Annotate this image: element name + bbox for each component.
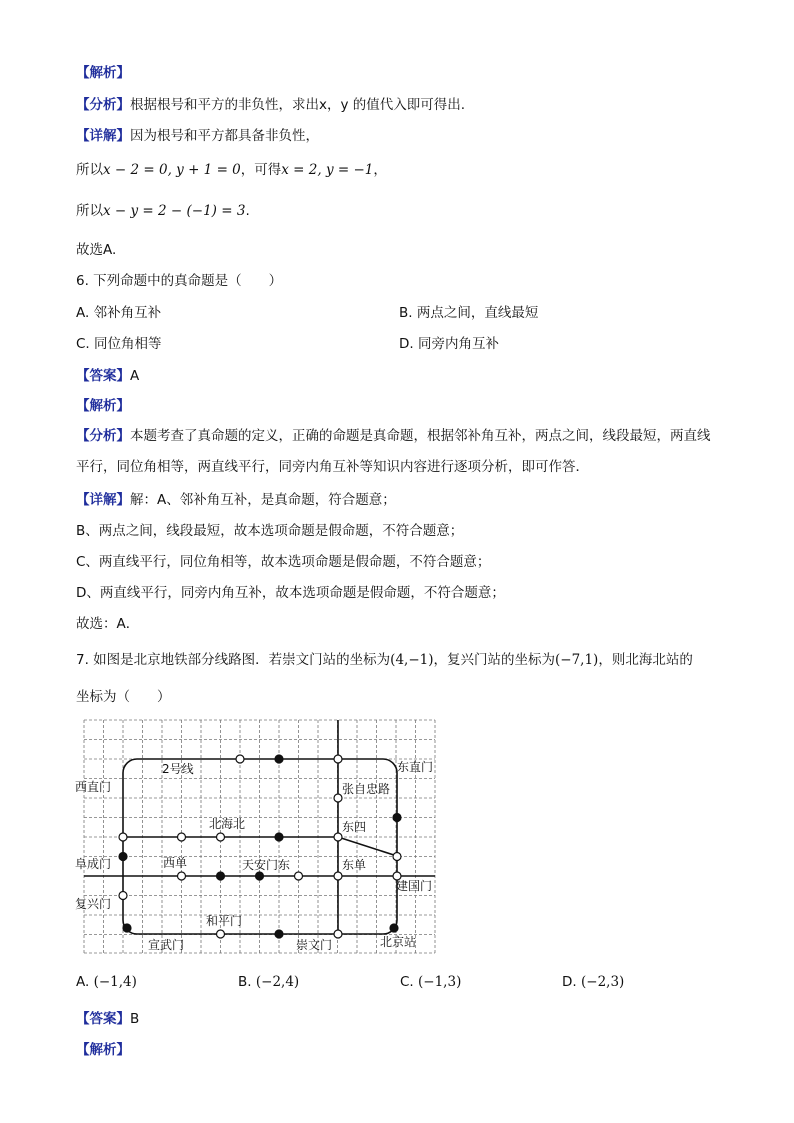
line-diagonal [338, 837, 397, 856]
station-west-119 [119, 833, 127, 841]
station-xidan [178, 872, 186, 880]
label-beihaibei: 北海北 [209, 817, 246, 831]
label-xizhimen: 西直门 [75, 780, 112, 794]
label-dongzhimen: 东直门 [397, 760, 434, 774]
q7-option-a: A. (−1,4) [76, 974, 137, 990]
guxuan-2: 故选：A． [76, 616, 140, 632]
q6-option-a: A. 邻补角互补 [76, 305, 162, 321]
label-fuxingmen: 复兴门 [75, 897, 112, 911]
station-labels [75, 759, 433, 952]
jiexi-heading-2: 【解析】 [76, 398, 130, 414]
q6-option-b: B. 两点之间，直线最短 [399, 305, 539, 321]
xiangjie-2: 【详解】解：A、邻补角互补，是真命题，符合题意； [76, 492, 396, 508]
station-beijingzhan-filled [390, 924, 398, 932]
station-north-filled [275, 833, 283, 841]
label-chongwenmen: 崇文门 [296, 938, 333, 952]
label-line-2: 2号线 [162, 762, 194, 776]
station-dongdan [334, 872, 342, 880]
option-c-analysis: C、两直线平行，同位角相等，故本选项命题是假命题，不符合题意； [76, 554, 491, 570]
xiangjie-1: 【详解】因为根号和平方都具备非负性， [76, 128, 319, 144]
subway-map [72, 718, 444, 958]
station-main-filled-2 [256, 872, 264, 880]
station-zhangzizhonglu [334, 794, 342, 802]
option-b-analysis: B、两点之间，线段最短，故本选项命题是假命题，不符合题意； [76, 523, 464, 539]
fenxi-1: 【分析】根据根号和平方的非负性，求出x，y 的值代入即可得出. [76, 97, 466, 113]
label-fuchengmen: 阜成门 [75, 857, 112, 871]
label-hepingmen: 和平门 [206, 914, 243, 928]
label-tiananmendong: 天安门东 [242, 858, 291, 872]
question-7-cont: 坐标为（ ） [76, 689, 171, 705]
station-hepingmen [217, 930, 225, 938]
label-dongsi: 东四 [342, 820, 367, 834]
station-north-junction [334, 755, 342, 763]
station-beihaibei [178, 833, 186, 841]
q7-option-b: B. (−2,4) [238, 974, 300, 990]
daan-7: 【答案】B [76, 1011, 140, 1027]
label-beijingzhan: 北京站 [380, 935, 417, 949]
station-dongsi [334, 833, 342, 841]
jiexi-heading-3: 【解析】 [76, 1042, 130, 1058]
label-xidan: 西单 [163, 856, 188, 870]
station-south-filled [275, 930, 283, 938]
label-jianguomen: 建国门 [396, 879, 433, 893]
daan-6: 【答案】A [76, 368, 140, 384]
q7-option-c: C. (−1,3) [400, 974, 462, 990]
station-fuchengmen-filled [119, 853, 127, 861]
station-east-138 [393, 853, 401, 861]
fenxi-2: 【分析】本题考查了真命题的定义，正确的命题是真命题，根据邻补角互补，两点之间，线段最短，两直线平行，同位角相等，两直线平行，同旁内角互补等知识内容进行逐项分析，即可作答． [76, 428, 711, 475]
question-6: 6. 下列命题中的真命题是（ ） [76, 273, 283, 289]
q6-option-d: D. 同旁内角互补 [399, 336, 499, 352]
station-southwest-filled [123, 924, 131, 932]
station-fuxingmen [119, 892, 127, 900]
station-north-mid [217, 833, 225, 841]
station-north-2 [275, 755, 283, 763]
question-7: 7. 如图是北京地铁部分线路图．若崇文门站的坐标为(4,−1)，复兴门站的坐标为(−7,1)，则北海北站的 [76, 652, 693, 668]
station-chongwenmen [334, 930, 342, 938]
suoyi-line-1: 所以x − 2 = 0, y + 1 = 0，可得x = 2, y = −1， [76, 162, 387, 178]
q7-option-d: D. (−2,3) [562, 974, 625, 990]
station-east-filled [393, 814, 401, 822]
label-dongdan: 东单 [342, 858, 367, 872]
option-d-analysis: D、两直线平行，同旁内角互补，故本选项命题是假命题，不符合题意； [76, 585, 505, 601]
station-tiananmendong [295, 872, 303, 880]
jiexi-heading-1: 【解析】 [76, 65, 130, 81]
guxuan-1: 故选A. [76, 242, 117, 258]
suoyi-line-2: 所以x − y = 2 − (−1) = 3. [76, 203, 250, 219]
label-xuanwumen: 宣武门 [148, 938, 185, 952]
label-zhangzizhonglu: 张自忠路 [342, 782, 391, 796]
station-north-1 [236, 755, 244, 763]
station-main-filled-1 [217, 872, 225, 880]
q6-option-c: C. 同位角相等 [76, 336, 162, 352]
